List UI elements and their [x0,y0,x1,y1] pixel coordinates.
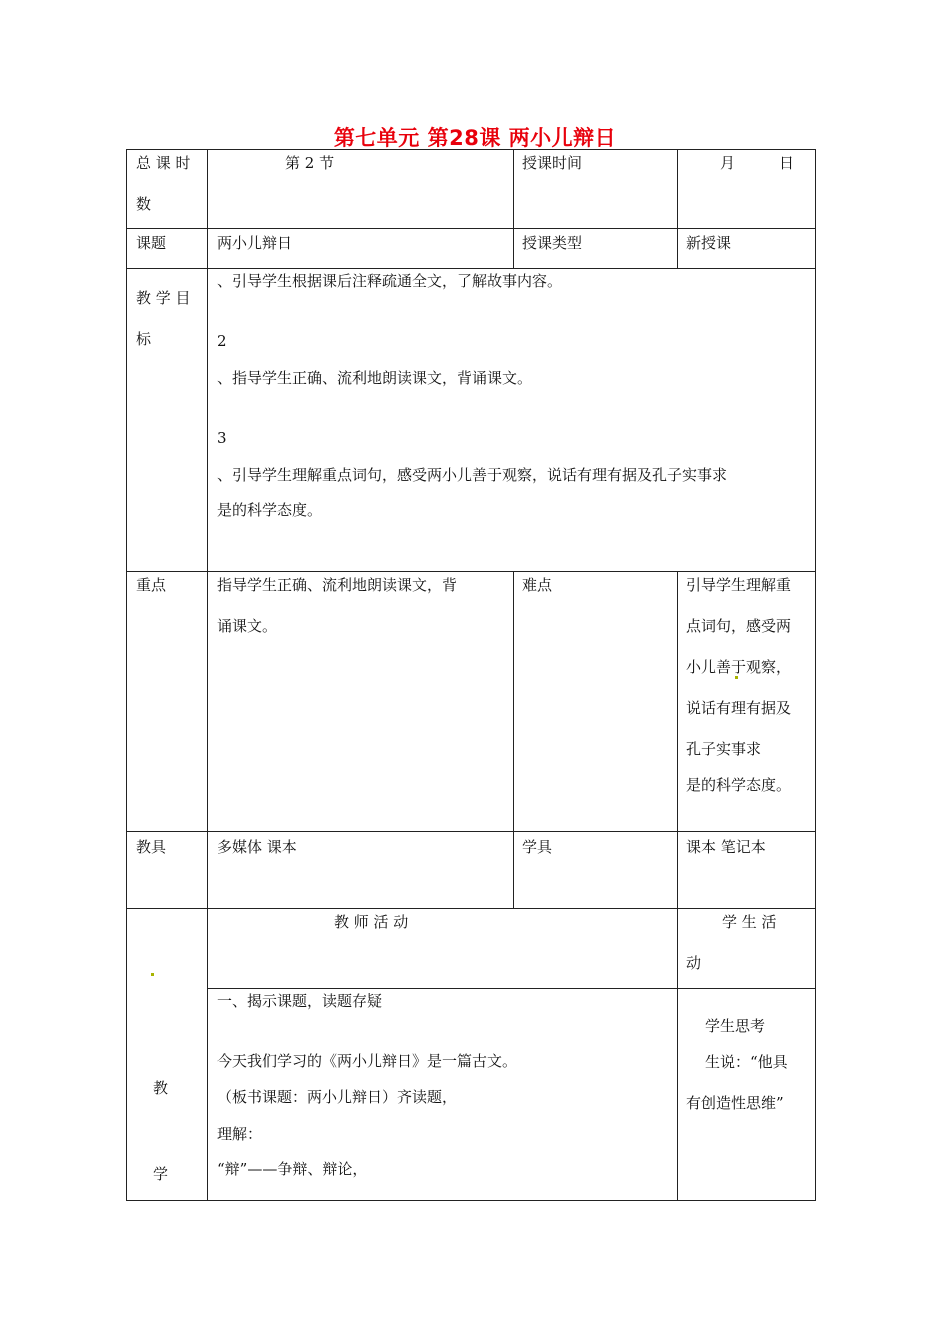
cell-teacher-header [207,908,678,989]
goal-line: 、引导学生理解重点词句，感受两小儿善于观察，说话有理有据及孔子实事求 [217,466,728,484]
stray-dot [735,676,738,679]
month-label: 月 [720,154,736,172]
goal-line: 2 [217,332,227,350]
goal-line: 3 [217,429,227,447]
goal-line: 是的科学态度。 [217,501,323,519]
goals-label: 教 学 目 [136,289,191,307]
student-line: 生说：“他具 [705,1053,788,1071]
student-line: 有创造性思维” [686,1094,784,1112]
type-label: 授课类型 [522,234,583,252]
process-label-cont: 学 [153,1165,169,1183]
cell-section [207,149,514,229]
student-line: 学生思考 [705,1017,766,1035]
difficulty-line: 说话有理有据及 [686,699,792,717]
teacher-line: （板书课题：两小儿辩日）齐读题， [217,1088,458,1106]
focus-text-cont: 诵课文。 [217,617,278,635]
cell-goals-label [126,268,208,572]
cell-focus-label [126,571,208,832]
goal-line: 、指导学生正确、流利地朗读课文，背诵课文。 [217,369,533,387]
total-label: 总 课 时 [136,154,191,172]
type-value: 新授课 [686,234,732,252]
goal-line: 、引导学生根据课后注释疏通全文，了解故事内容。 [217,272,563,290]
focus-label: 重点 [136,576,167,594]
total-label-cont: 数 [136,195,152,213]
difficulty-line: 点词句，感受两 [686,617,792,635]
stray-dot [151,973,154,976]
teacher-header: 教 师 活 动 [334,913,409,931]
teacher-line: 理解： [217,1125,263,1143]
student-header: 学 生 活 [722,913,777,931]
teacher-line: 一、揭示课题，读题存疑 [217,992,383,1010]
cell-goals [207,268,816,572]
tools-value: 多媒体 课本 [217,838,297,856]
cell-difficulty-label [513,571,678,832]
difficulty-line: 小儿善于观察， [686,658,792,676]
tools-label: 教具 [136,838,167,856]
difficulty-line: 是的科学态度。 [686,776,792,794]
cell-process-label [126,908,208,1201]
time-label: 授课时间 [522,154,583,172]
teacher-line: “辩”——争辩、辩论， [217,1160,368,1178]
focus-text: 指导学生正确、流利地朗读课文，背 [217,576,458,594]
difficulty-line: 引导学生理解重 [686,576,792,594]
page-title: 第七单元 第28课 两小儿辩日 [333,126,617,150]
student-tools-label: 学具 [522,838,553,856]
topic-label: 课题 [136,234,167,252]
cell-focus [207,571,514,832]
difficulty-line: 孔子实事求 [686,740,762,758]
student-tools-value: 课本 笔记本 [686,838,766,856]
day-label: 日 [779,154,795,172]
process-label: 教 [153,1079,169,1097]
goals-label-cont: 标 [136,330,152,348]
topic-value: 两小儿辩日 [217,234,293,252]
cell-date [677,149,816,229]
teacher-line: 今天我们学习的《两小儿辩日》是一篇古文。 [217,1052,518,1070]
difficulty-label: 难点 [522,576,553,594]
section-number: 第 2 节 [285,154,335,172]
student-header-cont: 动 [686,954,702,972]
